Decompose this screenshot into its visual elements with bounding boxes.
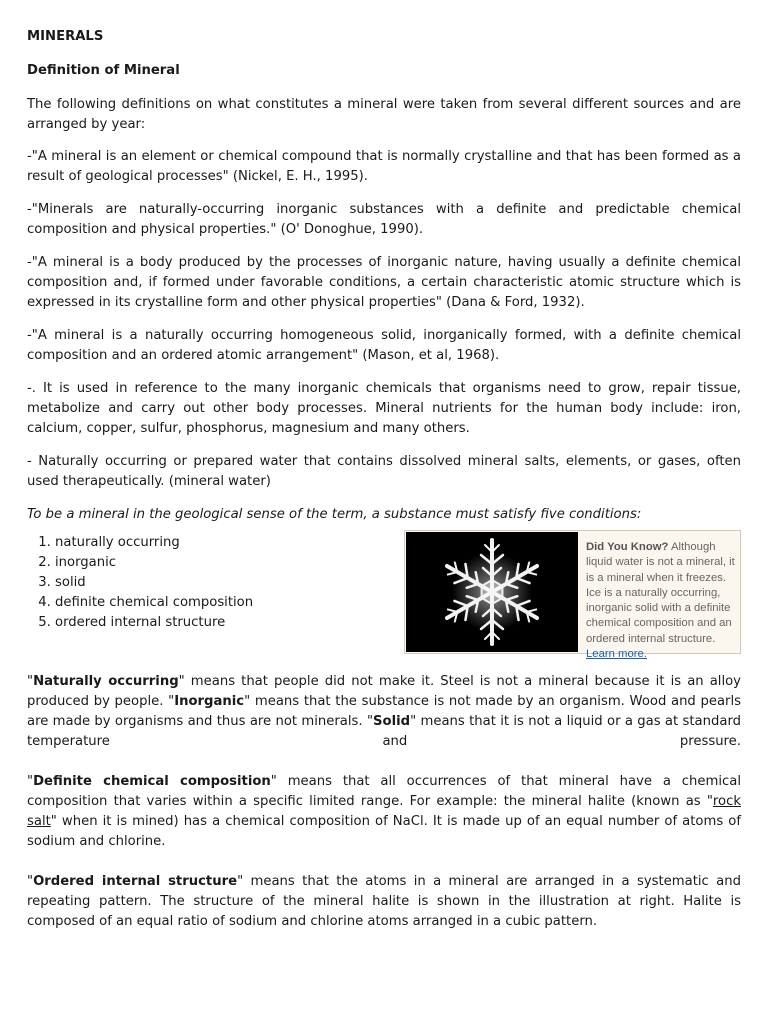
definition-item: -"Minerals are naturally-occurring inorganic substances with a definite and predictable chemical composition and physical properties." (O' Donoghue, 1990). bbox=[27, 202, 741, 237]
condition-item: 5. ordered internal structure bbox=[55, 613, 253, 633]
explanation-paragraph: "Naturally occurring" means that people did not make it. Steel is not a mineral because it is an alloy produced by people. "Inorganic" means that the substance is not made by an organism. Wood and pearls are made by organisms and thus are not minerals. "Solid" means that it is not a liquid or a gas at standard temperature and pressure. bbox=[27, 674, 742, 749]
definition-item: -"A mineral is an element or chemical compound that is normally crystalline and that has been formed as a result of geological processes" (Nickel, E. H., 1995). bbox=[27, 149, 741, 184]
did-you-know-label: Did You Know? bbox=[586, 541, 669, 553]
did-you-know-text bbox=[578, 531, 740, 661]
definition-item: -. It is used in reference to the many inorganic chemicals that organisms need to grow, repair tissue, metabolize and carry out other body processes. Mineral nutrients for the human body include: iron, calcium, copper, sulfur, phosphorus, magnesium and many others. bbox=[27, 381, 741, 436]
did-you-know-box bbox=[404, 530, 741, 661]
condition-item: 3. solid bbox=[55, 573, 253, 593]
did-you-know-body: Although liquid water is not a mineral, it is a mineral when it freezes. Ice is a naturally occurring, inorganic solid with a definite chemical composition and an ordered internal structure. bbox=[586, 541, 735, 645]
explanation-text: means that people did not make it. Steel is not a mineral because it is an alloy produced by people. " bbox=[27, 674, 741, 709]
definition-item: -"A mineral is a body produced by the processes of inorganic nature, having usually a definite chemical composition and, if formed under favorable conditions, a certain characteristic atomic structure which is expressed in its crystalline form and other physical properties" (Dana & Ford, 1932). bbox=[27, 255, 741, 310]
intro-paragraph: The following definitions on what constitutes a mineral were taken from several different sources and are arranged by year: bbox=[27, 97, 741, 132]
conditions-row bbox=[27, 533, 741, 661]
explanation-text: " means that all occurrences of that mineral have a chemical composition that varies within a specific limited range. For example: the mineral halite (known as " bbox=[27, 774, 741, 809]
term-inorganic: Inorganic bbox=[174, 694, 245, 709]
condition-item: 2. inorganic bbox=[55, 553, 253, 573]
explanation-paragraph: "Definite chemical composition" means that all occurrences of that mineral have a chemical composition that varies within a specific limited range. For example: the mineral halite (known as "rock salt" when it is mined) has a chemical composition of NaCl. It is made up of an equal number of atoms of sodium and chlorine. bbox=[27, 774, 741, 849]
definition-item: - Naturally occurring or prepared water that contains dissolved mineral salts, elements, or gases, often used therapeutically. (mineral water) bbox=[27, 454, 741, 489]
term-definite-chemical-composition: Definite chemical composition bbox=[33, 774, 271, 789]
explanation-paragraph: "Ordered internal structure" means that the atoms in a mineral are arranged in a systematic and repeating pattern. The structure of the mineral halite is shown in the illustration at right. Halite is composed of an equal ratio of sodium and chlorine atoms arranged in a cubic pattern. bbox=[27, 874, 741, 929]
term-naturally-occurring: Naturally occurring bbox=[33, 674, 179, 689]
snowflake-icon bbox=[406, 532, 578, 652]
section-heading: Definition of Mineral bbox=[27, 63, 180, 78]
explanation-text: " means that it is not a liquid or a gas at standard temperature and pressure. bbox=[27, 714, 741, 749]
condition-item: 1. naturally occurring bbox=[55, 533, 253, 553]
document-title: MINERALS bbox=[27, 29, 104, 44]
conditions-list bbox=[27, 533, 253, 633]
explanation-text: " when it is mined) has a chemical composition of NaCl. It is made up of an equal number of atoms of sodium and chlorine. bbox=[27, 814, 741, 849]
conditions-intro: To be a mineral in the geological sense of the term, a substance must satisfy five conditions: bbox=[27, 507, 642, 522]
term-ordered-internal-structure: Ordered internal structure bbox=[33, 874, 238, 889]
rock-salt-link[interactable]: rock salt bbox=[27, 794, 741, 829]
condition-item: 4. definite chemical composition bbox=[55, 593, 253, 613]
learn-more-link[interactable]: Learn more. bbox=[586, 648, 647, 661]
document-page bbox=[27, 27, 741, 932]
term-solid: Solid bbox=[373, 714, 411, 729]
explanation-text: " means that the substance is not made by an organism. Wood and pearls are made by organisms and thus are not minerals. " bbox=[27, 694, 742, 729]
snowflake-image bbox=[406, 532, 578, 652]
definition-item: -"A mineral is a naturally occurring homogeneous solid, inorganically formed, with a definite chemical composition and an ordered atomic arrangement" (Mason, et al, 1968). bbox=[27, 328, 741, 363]
explanation-text: " means that the atoms in a mineral are arranged in a systematic and repeating pattern. The structure of the mineral halite is shown in the illustration at right. Halite is composed of an equal ratio of sodium and chlorine atoms arranged in a cubic pattern. bbox=[27, 874, 741, 929]
